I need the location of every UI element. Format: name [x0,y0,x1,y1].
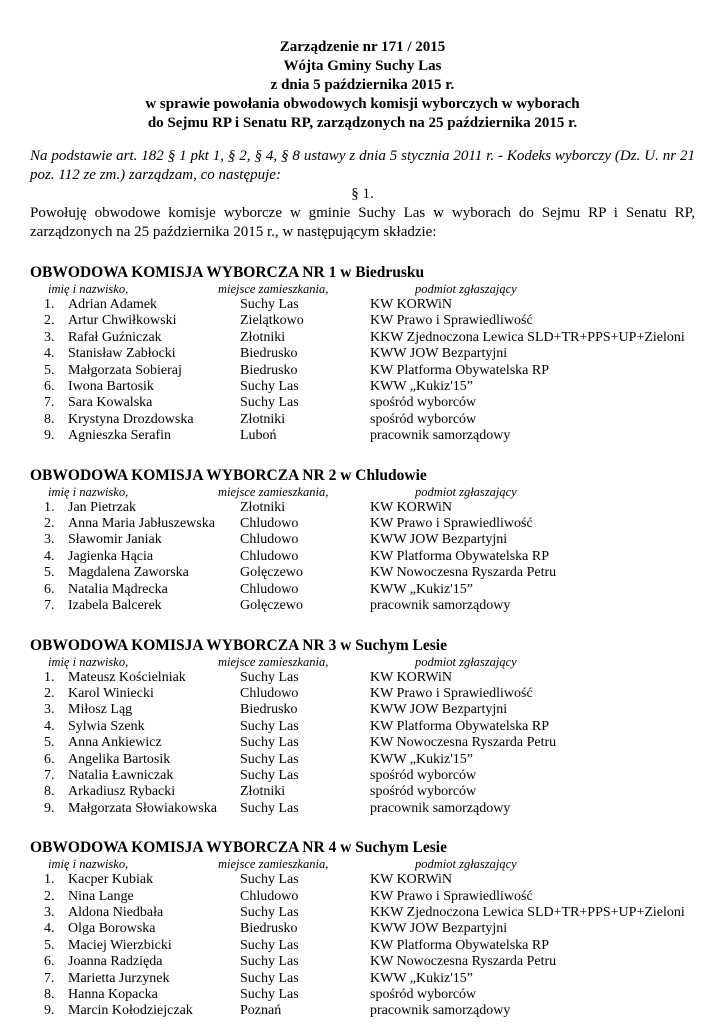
member-number: 8. [44,987,55,1002]
member-entity: KW Platforma Obywatelska RP [370,548,549,564]
member-entity: KW Nowoczesna Ryszarda Petru [370,565,557,581]
commission-section-1 [30,263,695,445]
member-entity: KW Prawo i Sprawiedliwość [370,888,533,904]
member-row [30,412,695,428]
member-name: Hanna Kopacka [68,987,158,1002]
member-row [30,549,695,565]
member-place: Suchy Las [240,970,299,986]
member-name: Sara Kowalska [68,395,153,411]
member-entity: pracownik samorządowy [370,598,511,614]
member-entity: KWW JOW Bezpartyjni [370,702,508,718]
member-name: Karol Winiecki [68,685,154,701]
title-line: Wójta Gminy Suchy Las [283,58,442,74]
column-header-name: imię i nazwisko, [48,484,129,499]
member-entity: KW KORWiN [370,669,453,685]
commission-section-4 [30,838,695,1020]
member-number: 3. [44,702,55,718]
member-row [30,686,695,702]
member-name: Aldona Niedbała [68,904,164,920]
member-row [30,905,695,921]
member-name: Iwona Bartosik [68,379,154,395]
member-entity: KWW „Kukiz'15” [370,581,473,597]
document-title-block [30,38,695,133]
member-number: 1. [44,872,55,888]
member-name: Izabela Balcerek [68,598,162,614]
member-entity: KW Platforma Obywatelska RP [370,362,549,378]
member-entity: pracownik samorządowy [370,428,511,444]
commission-section-3 [30,636,695,818]
member-number: 7. [44,970,55,986]
member-place: Złotniki [240,411,286,427]
member-entity: pracownik samorządowy [370,1003,511,1019]
column-header-row [30,857,695,872]
member-name: Arkadiusz Rybacki [68,784,176,800]
member-list [30,297,695,445]
member-row [30,702,695,718]
column-header-row [30,485,695,500]
member-number: 5. [44,565,55,581]
member-name: Krystyna Drozdowska [68,411,194,427]
member-number: 3. [44,329,55,345]
member-name: Agnieszka Serafin [68,428,172,444]
member-place: Golęczewo [240,598,303,614]
member-row [30,379,695,395]
member-place: Luboń [240,428,277,444]
member-name: Jan Pietrzak [68,499,137,515]
member-row [30,1003,695,1019]
member-place: Chludowo [240,685,299,701]
member-place: Suchy Las [240,937,299,953]
member-place: Golęczewo [240,565,303,581]
member-row [30,516,695,532]
member-name: Sylwia Szenk [68,718,145,734]
member-name: Stanisław Zabłocki [68,346,176,362]
member-name: Joanna Radzięda [68,954,163,970]
member-entity: KW Prawo i Sprawiedliwość [370,685,533,701]
member-place: Zielątkowo [240,313,304,329]
title-line: do Sejmu RP i Senatu RP, zarządzonych na 25 października 2015 r. [147,115,578,131]
member-name: Mateusz Kościelniak [68,669,186,685]
member-entity: KWW „Kukiz'15” [370,751,473,767]
column-header-name: imię i nazwisko, [48,857,129,872]
member-number: 7. [44,395,55,411]
member-entity: spośród wyborców [370,784,477,800]
member-entity: KW Platforma Obywatelska RP [370,937,549,953]
member-entity: KW KORWiN [370,499,453,515]
member-row [30,313,695,329]
member-number: 9. [44,428,55,444]
member-number: 6. [44,379,55,395]
member-place: Suchy Las [240,767,299,783]
member-place: Biedrusko [240,702,298,718]
member-list [30,872,695,1020]
member-place: Suchy Las [240,751,299,767]
member-entity: KW KORWiN [370,872,453,888]
member-row [30,987,695,1003]
member-place: Suchy Las [240,669,299,685]
column-header-place: miejsce zamieszkania, [218,484,329,499]
member-number: 3. [44,532,55,548]
member-entity: spośród wyborców [370,987,477,1002]
member-place: Suchy Las [240,800,299,816]
member-place: Suchy Las [240,297,299,312]
member-entity: spośród wyborców [370,411,477,427]
commission-title: OBWODOWA KOMISJA WYBORCZA NR 1 w Biedrusku [30,264,425,281]
column-header-entity: podmiot zgłaszający [415,282,517,296]
member-name: Sławomir Janiak [68,532,162,548]
member-name: Nina Lange [68,888,134,904]
member-list [30,500,695,615]
member-row [30,346,695,362]
member-place: Suchy Las [240,395,299,411]
member-place: Suchy Las [240,735,299,751]
member-place: Chludowo [240,548,299,564]
member-number: 9. [44,1003,55,1019]
title-line: w sprawie powołania obwodowych komisji wyborczych w wyborach [145,96,580,112]
member-entity: spośród wyborców [370,395,477,411]
member-place: Chludowo [240,516,299,532]
member-row [30,670,695,686]
member-row [30,598,695,614]
member-entity: KWW JOW Bezpartyjni [370,921,508,937]
member-entity: KW Nowoczesna Ryszarda Petru [370,954,557,970]
member-number: 6. [44,581,55,597]
column-header-place: miejsce zamieszkania, [218,654,329,669]
member-entity: KW Prawo i Sprawiedliwość [370,313,533,329]
title-line: Zarządzenie nr 171 / 2015 [279,39,446,55]
member-entity: KW Platforma Obywatelska RP [370,718,549,734]
member-place: Suchy Las [240,954,299,970]
column-header-row [30,282,695,297]
intro-paragraph: Powołuję obwodowe komisje wyborcze w gminie Suchy Las w wyborach do Sejmu RP i Senatu RP, zarządzonych na 25 października 2015 r., w następującym składzie: [30,205,695,240]
member-row [30,330,695,346]
commission-title: OBWODOWA KOMISJA WYBORCZA NR 2 w Chludowie [30,466,427,484]
member-row [30,889,695,905]
member-place: Biedrusko [240,346,298,362]
member-number: 6. [44,751,55,767]
member-place: Chludowo [240,888,299,904]
member-number: 1. [44,499,55,515]
column-header-name: imię i nazwisko, [48,654,129,669]
member-number: 5. [44,735,55,751]
member-row [30,938,695,954]
member-entity: KWW „Kukiz'15” [370,970,473,986]
section-mark: § 1. [351,186,374,202]
member-number: 1. [44,669,55,685]
member-name: Angelika Bartosik [68,751,171,767]
member-row [30,395,695,411]
member-row [30,582,695,598]
member-name: Miłosz Ląg [68,702,133,718]
member-entity: KW Prawo i Sprawiedliwość [370,516,533,532]
member-name: Małgorzata Słowiakowska [68,800,217,816]
member-row [30,954,695,970]
member-entity: KWW JOW Bezpartyjni [370,532,508,548]
member-entity: spośród wyborców [370,767,477,783]
member-name: Rafał Guźniczak [68,329,162,345]
member-row [30,532,695,548]
column-header-entity: podmiot zgłaszający [415,484,517,499]
member-place: Suchy Las [240,718,299,734]
member-place: Biedrusko [240,362,298,378]
member-number: 9. [44,800,55,816]
member-place: Suchy Las [240,904,299,920]
member-row [30,363,695,379]
column-header-entity: podmiot zgłaszający [415,857,517,872]
member-place: Złotniki [240,784,286,800]
member-row [30,971,695,987]
member-name: Anna Ankiewicz [68,735,162,751]
member-row [30,500,695,516]
column-header-place: miejsce zamieszkania, [218,282,329,296]
member-number: 1. [44,297,55,312]
member-name: Kacper Kubiak [68,872,154,888]
member-name: Magdalena Zaworska [68,565,189,581]
member-number: 8. [44,411,55,427]
member-number: 5. [44,937,55,953]
column-header-place: miejsce zamieszkania, [218,857,329,872]
member-place: Biedrusko [240,921,298,937]
member-place: Suchy Las [240,379,299,395]
member-place: Suchy Las [240,872,299,888]
member-entity: KKW Zjednoczona Lewica SLD+TR+PPS+UP+Zieloni [370,329,685,345]
member-number: 4. [44,548,55,564]
member-number: 2. [44,685,55,701]
member-name: Marcin Kołodziejczak [68,1003,193,1019]
member-row [30,565,695,581]
member-row [30,297,695,313]
member-row [30,752,695,768]
legal-basis-paragraph: Na podstawie art. 182 § 1 pkt 1, § 2, § 4, § 8 ustawy z dnia 5 stycznia 2011 r. - Kodeks wyborczy (Dz. U. nr 21 poz. 112 ze zm.) zarządzam, co następuje: [30,148,695,183]
member-name: Anna Maria Jabłuszewska [68,516,215,532]
member-place: Chludowo [240,581,299,597]
member-number: 4. [44,346,55,362]
member-place: Poznań [240,1003,282,1019]
member-place: Chludowo [240,532,299,548]
member-row [30,784,695,800]
title-line: z dnia 5 października 2015 r. [270,77,455,93]
member-place: Złotniki [240,329,286,345]
member-number: 2. [44,888,55,904]
member-number: 2. [44,313,55,329]
member-entity: pracownik samorządowy [370,800,511,816]
member-number: 8. [44,784,55,800]
member-entity: KKW Zjednoczona Lewica SLD+TR+PPS+UP+Zieloni [370,904,685,920]
member-name: Marietta Jurzynek [68,970,170,986]
commission-title: OBWODOWA KOMISJA WYBORCZA NR 4 w Suchym Lesie [30,839,447,857]
column-header-name: imię i nazwisko, [48,282,129,296]
member-row [30,735,695,751]
member-entity: KW KORWiN [370,297,453,312]
member-name: Natalia Ławniczak [68,767,174,783]
member-row [30,768,695,784]
member-place: Suchy Las [240,987,299,1002]
commission-title: OBWODOWA KOMISJA WYBORCZA NR 3 w Suchym Lesie [30,636,447,654]
member-name: Adrian Adamek [68,297,158,312]
member-row [30,428,695,444]
member-number: 4. [44,718,55,734]
member-entity: KWW „Kukiz'15” [370,379,473,395]
member-number: 3. [44,904,55,920]
member-row [30,921,695,937]
member-number: 6. [44,954,55,970]
member-number: 2. [44,516,55,532]
member-name: Maciej Wierzbicki [68,937,172,953]
member-number: 4. [44,921,55,937]
member-row [30,801,695,817]
column-header-entity: podmiot zgłaszający [415,654,517,669]
member-name: Olga Borowska [68,921,156,937]
member-number: 7. [44,598,55,614]
column-header-row [30,655,695,670]
member-name: Małgorzata Sobieraj [68,362,182,378]
member-entity: KW Nowoczesna Ryszarda Petru [370,735,557,751]
member-name: Natalia Mądrecka [68,581,168,597]
member-name: Jagienka Hącia [68,548,154,564]
member-number: 7. [44,767,55,783]
member-name: Artur Chwiłkowski [68,313,177,329]
member-entity: KWW JOW Bezpartyjni [370,346,508,362]
member-row [30,872,695,888]
commission-section-2 [30,466,695,615]
member-row [30,719,695,735]
member-place: Złotniki [240,499,286,515]
member-list [30,670,695,818]
member-number: 5. [44,362,55,378]
